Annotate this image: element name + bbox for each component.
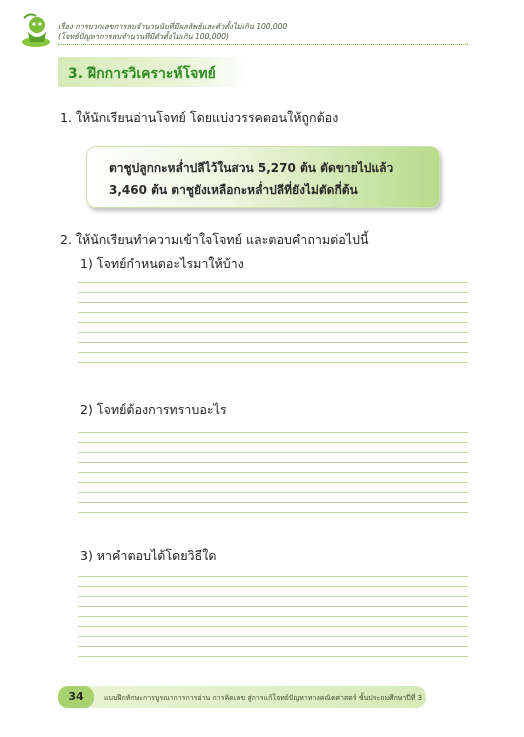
problem-box xyxy=(86,146,440,208)
student-mascot-icon xyxy=(20,12,52,48)
footer-text: แบบฝึกทักษะการบูรณาการการอ่าน การคิดเลข สู่การแก้โจทย์ปัญหาทางคณิตศาสตร์ ชั้นประถมศึกษาปีที่ 3 xyxy=(104,694,423,702)
header-line-1: เรื่อง การบวกเลขการลบจำนวนนับที่มีผลลัพธ์และตัวตั้งไม่เกิน 100,000 xyxy=(58,22,288,31)
page-header xyxy=(0,0,524,52)
sub-question-3: 3) หาคำตอบได้โดยวิธีใด xyxy=(80,548,217,563)
answer-lines-1[interactable] xyxy=(78,282,468,372)
answer-lines-2[interactable] xyxy=(78,432,468,522)
answer-lines-3[interactable] xyxy=(78,576,468,666)
page-number: 34 xyxy=(58,686,94,708)
header-text xyxy=(58,22,287,42)
header-divider xyxy=(58,44,468,45)
problem-line-1: ตาชูปลูกกะหล่ำปลีไว้ในสวน 5,270 ต้น ตัดขายไปแล้ว xyxy=(109,161,394,175)
sub-question-1: 1) โจทย์กำหนดอะไรมาให้บ้าง xyxy=(80,256,244,271)
sub-question-2: 2) โจทย์ต้องการทราบอะไร xyxy=(80,402,227,417)
header-line-2: (โจทย์ปัญหาการลบจำนวนที่มีตัวตั้งไม่เกิน 100,000) xyxy=(58,32,229,41)
section-title-text: 3. ฝึกการวิเคราะห์โจทย์ xyxy=(68,66,216,82)
question-1: 1. ให้นักเรียนอ่านโจทย์ โดยแบ่งวรรคตอนให้ถูกต้อง xyxy=(60,110,339,125)
problem-line-2: 3,460 ต้น ตาชูยังเหลือกะหล่ำปลีที่ยังไม่ตัดกี่ต้น xyxy=(109,183,358,197)
section-title xyxy=(58,57,248,87)
question-2: 2. ให้นักเรียนทำความเข้าใจโจทย์ และตอบคำถามต่อไปนี้ xyxy=(60,232,369,247)
